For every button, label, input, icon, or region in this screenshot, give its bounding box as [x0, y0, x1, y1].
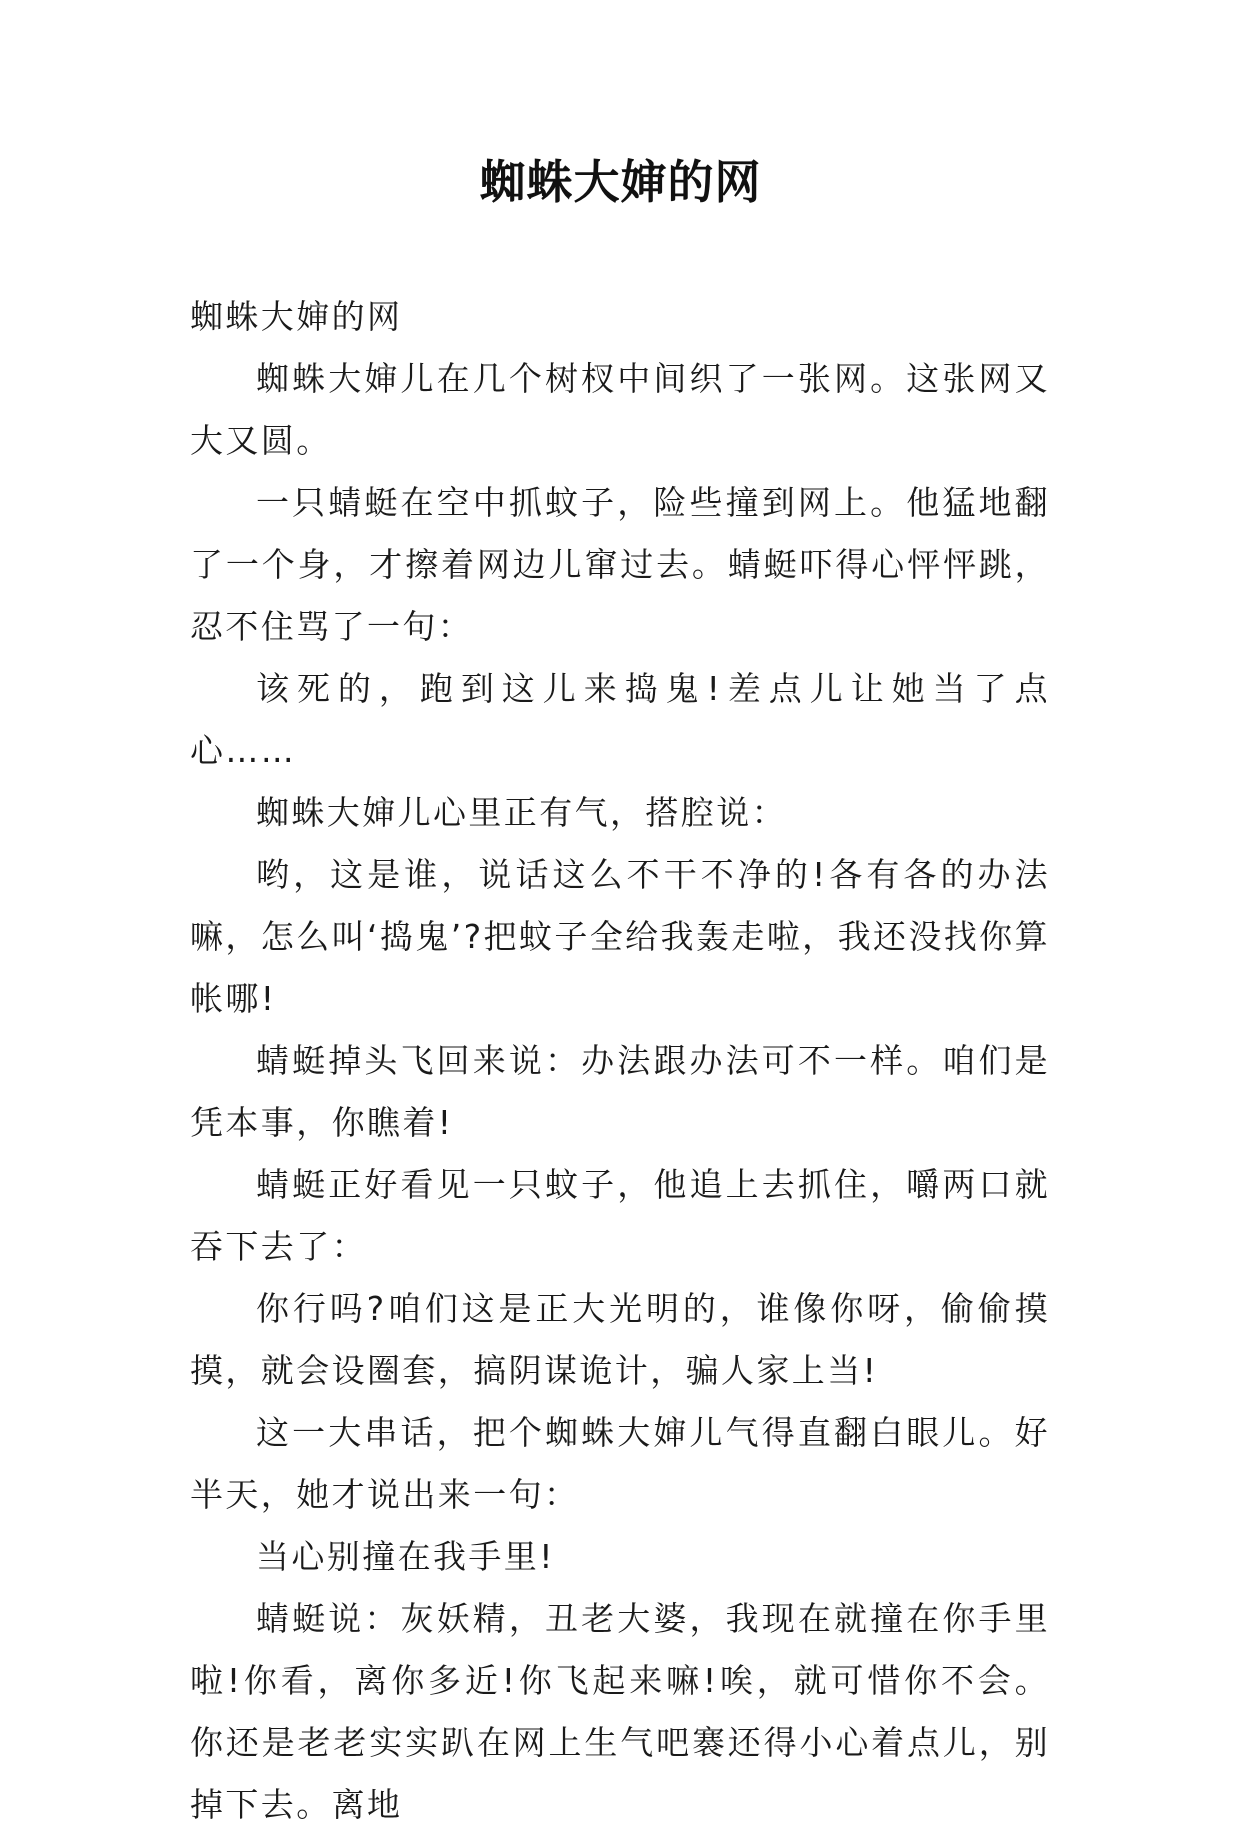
story-paragraph: 蜘蛛大婶儿心里正有气，搭腔说：: [256, 793, 787, 832]
story-paragraph: 你行吗?咱们这是正大光明的，谁像你呀，偷偷摸摸，就会设圈套，搞阴谋诡计，骗人家上当!: [190, 1289, 1050, 1390]
document-body: [190, 286, 1050, 1836]
story-paragraph: 蜻蜓掉头飞回来说：办法跟办法可不一样。咱们是凭本事，你瞧着!: [190, 1041, 1050, 1142]
story-heading: 蜘蛛大婶的网: [190, 297, 403, 336]
story-paragraph: 蜻蜓正好看见一只蚊子，他追上去抓住，嚼两口就吞下去了：: [190, 1165, 1050, 1266]
story-paragraph: 蜻蜓说：灰妖精，丑老大婆，我现在就撞在你手里啦!你看，离你多近!你飞起来嘛!唉，就可惜你不会。你还是老老实实趴在网上生气吧褰还得小心着点儿，别掉下去。离地: [190, 1599, 1050, 1824]
story-paragraph: 一只蜻蜓在空中抓蚊子，险些撞到网上。他猛地翻了一个身，才擦着网边儿窜过去。蜻蜓吓得心怦怦跳，忍不住骂了一句：: [190, 483, 1050, 646]
story-paragraph: 当心别撞在我手里!: [256, 1537, 555, 1576]
document-title: 蜘蛛大婶的网: [479, 155, 762, 209]
story-paragraph: 这一大串话，把个蜘蛛大婶儿气得直翻白眼儿。好半天，她才说出来一句：: [190, 1413, 1050, 1514]
story-paragraph: 该死的，跑到这儿来捣鬼!差点儿让她当了点心……: [190, 669, 1050, 770]
story-paragraph: 蜘蛛大婶儿在几个树杈中间织了一张网。这张网又大又圆。: [190, 359, 1050, 460]
story-paragraph: 哟，这是谁，说话这么不干不净的!各有各的办法嘛，怎么叫‘捣鬼’?把蚊子全给我轰走啦，我还没找你算帐哪!: [190, 855, 1050, 1018]
